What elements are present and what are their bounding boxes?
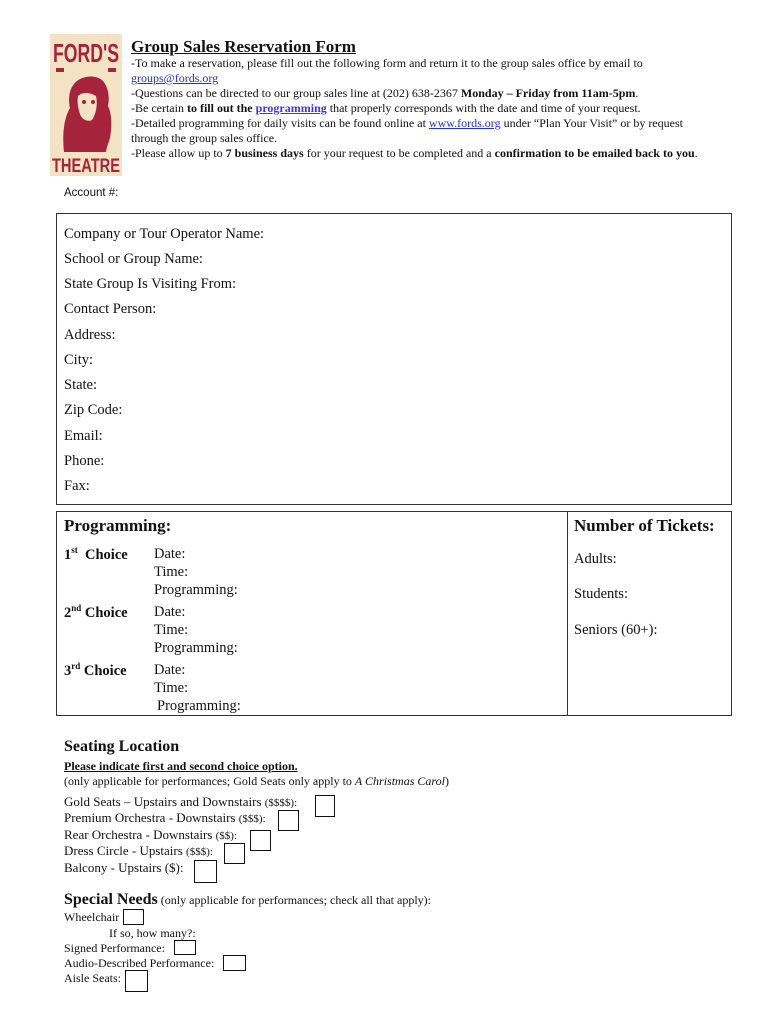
logo-top-text: FORD'S	[53, 38, 119, 68]
instruction-line-3	[131, 101, 641, 116]
wheelchair-checkbox[interactable]	[123, 909, 144, 925]
contact-person-field[interactable]: Contact Person:	[64, 301, 157, 317]
instruction-text: .	[694, 146, 698, 160]
logo-bottom-text: THEATRE	[52, 156, 120, 177]
programming-divider	[567, 511, 568, 716]
state-field[interactable]: State:	[64, 377, 98, 393]
instruction-text: -Please allow up to	[131, 146, 226, 160]
special-needs-note: (only applicable for performances; check all that apply):	[157, 893, 431, 907]
balcony-option: Balcony - Upstairs ($):	[64, 860, 184, 875]
fax-field[interactable]: Fax:	[64, 478, 90, 494]
visiting-state-field[interactable]: State Group Is Visiting From:	[64, 276, 237, 292]
instruction-text: -To make a reservation, please fill out the following form and return it to the group sales office by email to	[131, 56, 643, 70]
instruction-text: -Be certain	[131, 101, 187, 115]
wheelchair-label: Wheelchair	[64, 910, 120, 924]
programming-link[interactable]: programming	[255, 101, 327, 115]
balcony-checkbox[interactable]	[194, 860, 217, 883]
rear-orchestra-checkbox[interactable]	[250, 830, 271, 851]
fords-theatre-logo	[50, 34, 122, 176]
signed-performance-label: Signed Performance:	[64, 941, 165, 955]
seniors-tickets-field[interactable]: Seniors (60+):	[574, 622, 658, 638]
instruction-text: that properly corresponds with the date and time of your request.	[326, 101, 641, 115]
second-choice-date-field[interactable]: Date:	[154, 604, 186, 620]
audio-described-label: Audio-Described Performance:	[64, 956, 215, 970]
instruction-line-2	[131, 86, 638, 101]
instruction-text: through the group sales office.	[131, 131, 278, 145]
special-needs-heading: Special Needs	[64, 891, 158, 908]
seating-instruction: Please indicate first and second choice option.	[64, 759, 298, 773]
tickets-heading: Number of Tickets:	[574, 516, 715, 535]
first-choice-label: 1st Choice	[64, 545, 128, 563]
adults-tickets-field[interactable]: Adults:	[574, 551, 617, 567]
first-choice-programming-field[interactable]: Programming:	[154, 582, 238, 598]
instruction-text: -Questions can be directed to our group sales line at (202) 638-2367	[131, 86, 461, 100]
premium-orchestra-checkbox[interactable]	[278, 810, 299, 831]
company-name-field[interactable]: Company or Tour Operator Name:	[64, 226, 265, 242]
third-choice-programming-field[interactable]: Programming:	[157, 698, 241, 714]
third-choice-label: 3rd Choice	[64, 661, 127, 679]
instruction-text: under “Plan Your Visit” or by request	[500, 116, 683, 130]
gold-seats-option: Gold Seats – Upstairs and Downstairs ($$$$):	[64, 794, 298, 809]
email-link[interactable]: groups@fords.org	[131, 71, 219, 85]
instruction-line-6	[131, 146, 698, 161]
special-needs-heading-line	[64, 891, 431, 909]
fords-theatre-logo-graphic	[50, 34, 122, 176]
emphasis-text: confirmation to be emailed back to you	[494, 146, 695, 160]
instruction-line-4	[131, 116, 683, 131]
instruction-line-5	[131, 131, 277, 146]
aisle-seats-checkbox[interactable]	[125, 970, 148, 992]
audio-described-checkbox[interactable]	[223, 955, 246, 971]
instruction-text: for your request to be completed and a	[303, 146, 495, 160]
emphasis-text: 7 business days	[225, 146, 304, 160]
emphasis-text: to fill out the	[186, 101, 256, 115]
programming-heading: Programming:	[64, 516, 172, 535]
website-link[interactable]: www.fords.org	[428, 116, 501, 130]
instruction-line-1	[131, 56, 643, 71]
seating-heading: Seating Location	[64, 738, 180, 755]
students-tickets-field[interactable]: Students:	[574, 586, 628, 602]
aisle-seats-label: Aisle Seats:	[64, 971, 121, 985]
form-title: Group Sales Reservation Form	[131, 37, 356, 56]
dress-circle-option: Dress Circle - Upstairs ($$$):	[64, 843, 213, 858]
email-field[interactable]: Email:	[64, 428, 103, 444]
group-name-field[interactable]: School or Group Name:	[64, 251, 203, 267]
city-field[interactable]: City:	[64, 352, 94, 368]
signed-performance-checkbox[interactable]	[174, 940, 196, 955]
second-choice-label: 2nd Choice	[64, 603, 128, 621]
first-choice-date-field[interactable]: Date:	[154, 546, 186, 562]
first-choice-time-field[interactable]: Time:	[154, 564, 189, 580]
account-number-label: Account #:	[64, 187, 119, 199]
address-field[interactable]: Address:	[64, 327, 116, 343]
second-choice-programming-field[interactable]: Programming:	[154, 640, 238, 656]
seating-note: (only applicable for performances; Gold Seats only apply to A Christmas Carol)	[64, 774, 449, 788]
rear-orchestra-option: Rear Orchestra - Downstairs ($$):	[64, 827, 238, 842]
second-choice-time-field[interactable]: Time:	[154, 622, 189, 638]
phone-field[interactable]: Phone:	[64, 453, 105, 469]
instruction-text: .	[635, 86, 639, 100]
hours-text: Monday – Friday from 11am-5pm	[460, 86, 636, 100]
gold-seats-checkbox[interactable]	[315, 795, 335, 817]
instruction-line-email	[131, 71, 218, 86]
zip-code-field[interactable]: Zip Code:	[64, 402, 123, 418]
dress-circle-checkbox[interactable]	[224, 843, 245, 864]
third-choice-time-field[interactable]: Time:	[154, 680, 189, 696]
instruction-text: -Detailed programming for daily visits can be found online at	[131, 116, 429, 130]
third-choice-date-field[interactable]: Date:	[154, 662, 186, 678]
wheelchair-count-field[interactable]: If so, how many?:	[109, 926, 196, 940]
premium-orchestra-option: Premium Orchestra - Downstairs ($$$):	[64, 810, 266, 825]
